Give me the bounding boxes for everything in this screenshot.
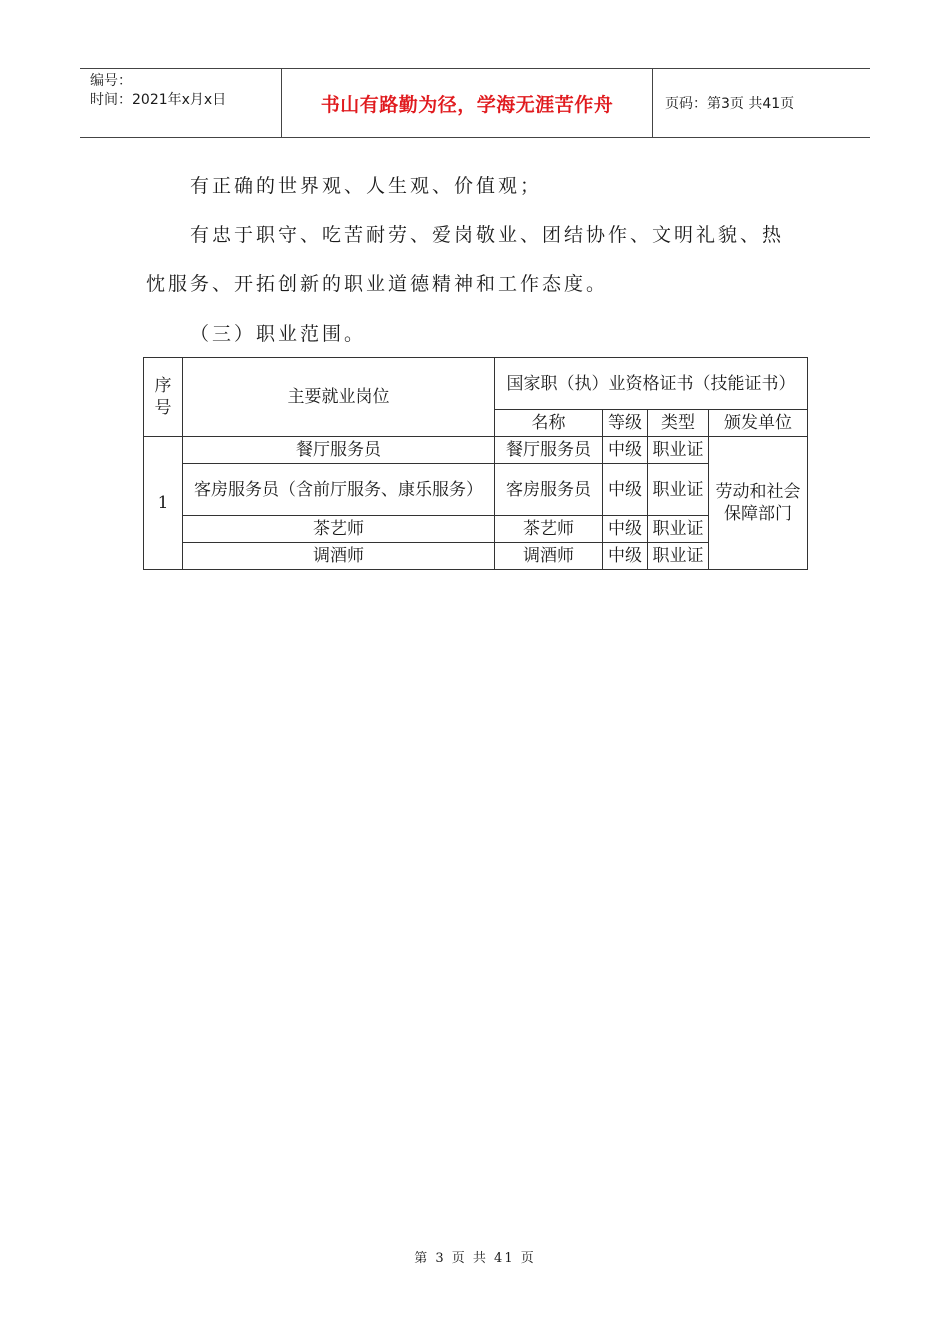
cell-position: 茶艺师 — [183, 516, 495, 543]
header-meta — [80, 69, 282, 137]
header-certificate: 国家职（执）业资格证书（技能证书） — [495, 358, 808, 410]
header-cert-type: 类型 — [648, 410, 709, 437]
body-line-2: 有忠于职守、吃苦耐劳、爱岗敬业、团结协作、文明礼貌、热 — [190, 224, 785, 246]
header-position: 主要就业岗位 — [183, 358, 495, 437]
header-time: 时间：2021年x月x日 — [90, 92, 227, 108]
header-cert-level: 等级 — [603, 410, 648, 437]
cell-seq: 1 — [144, 437, 183, 570]
cell-cert-type: 职业证 — [648, 543, 709, 570]
section-heading: （三）职业范围。 — [190, 323, 367, 345]
header-motto: 书山有路勤为径，学海无涯苦作舟 — [282, 69, 653, 137]
occupation-table — [143, 357, 808, 570]
body-line-3: 忱服务、开拓创新的职业道德精神和工作态度。 — [146, 273, 609, 295]
cell-position: 餐厅服务员 — [183, 437, 495, 464]
page-footer: 第 3 页 共 41 页 — [414, 1251, 536, 1266]
cell-cert-level: 中级 — [603, 464, 648, 516]
cell-position: 调酒师 — [183, 543, 495, 570]
table-row — [144, 516, 808, 543]
cell-cert-level: 中级 — [603, 516, 648, 543]
table-row — [144, 543, 808, 570]
cell-cert-name: 餐厅服务员 — [495, 437, 603, 464]
cell-cert-level: 中级 — [603, 543, 648, 570]
page-header — [80, 68, 870, 138]
cell-cert-type: 职业证 — [648, 516, 709, 543]
cell-cert-type: 职业证 — [648, 464, 709, 516]
cell-cert-type: 职业证 — [648, 437, 709, 464]
header-number: 编号： — [90, 73, 132, 89]
cell-cert-name: 客房服务员 — [495, 464, 603, 516]
cell-cert-name: 调酒师 — [495, 543, 603, 570]
table-row — [144, 464, 808, 516]
header-cert-name: 名称 — [495, 410, 603, 437]
header-seq: 序号 — [144, 358, 183, 437]
header-cert-issuer: 颁发单位 — [709, 410, 808, 437]
cell-cert-level: 中级 — [603, 437, 648, 464]
cell-cert-name: 茶艺师 — [495, 516, 603, 543]
body-line-1: 有正确的世界观、人生观、价值观； — [190, 175, 543, 197]
table-header-row — [144, 358, 808, 410]
header-page: 页码：第3页 共41页 — [665, 96, 795, 112]
cell-issuer: 劳动和社会保障部门 — [709, 437, 808, 570]
cell-position: 客房服务员（含前厅服务、康乐服务） — [183, 464, 495, 516]
table-row — [144, 437, 808, 464]
